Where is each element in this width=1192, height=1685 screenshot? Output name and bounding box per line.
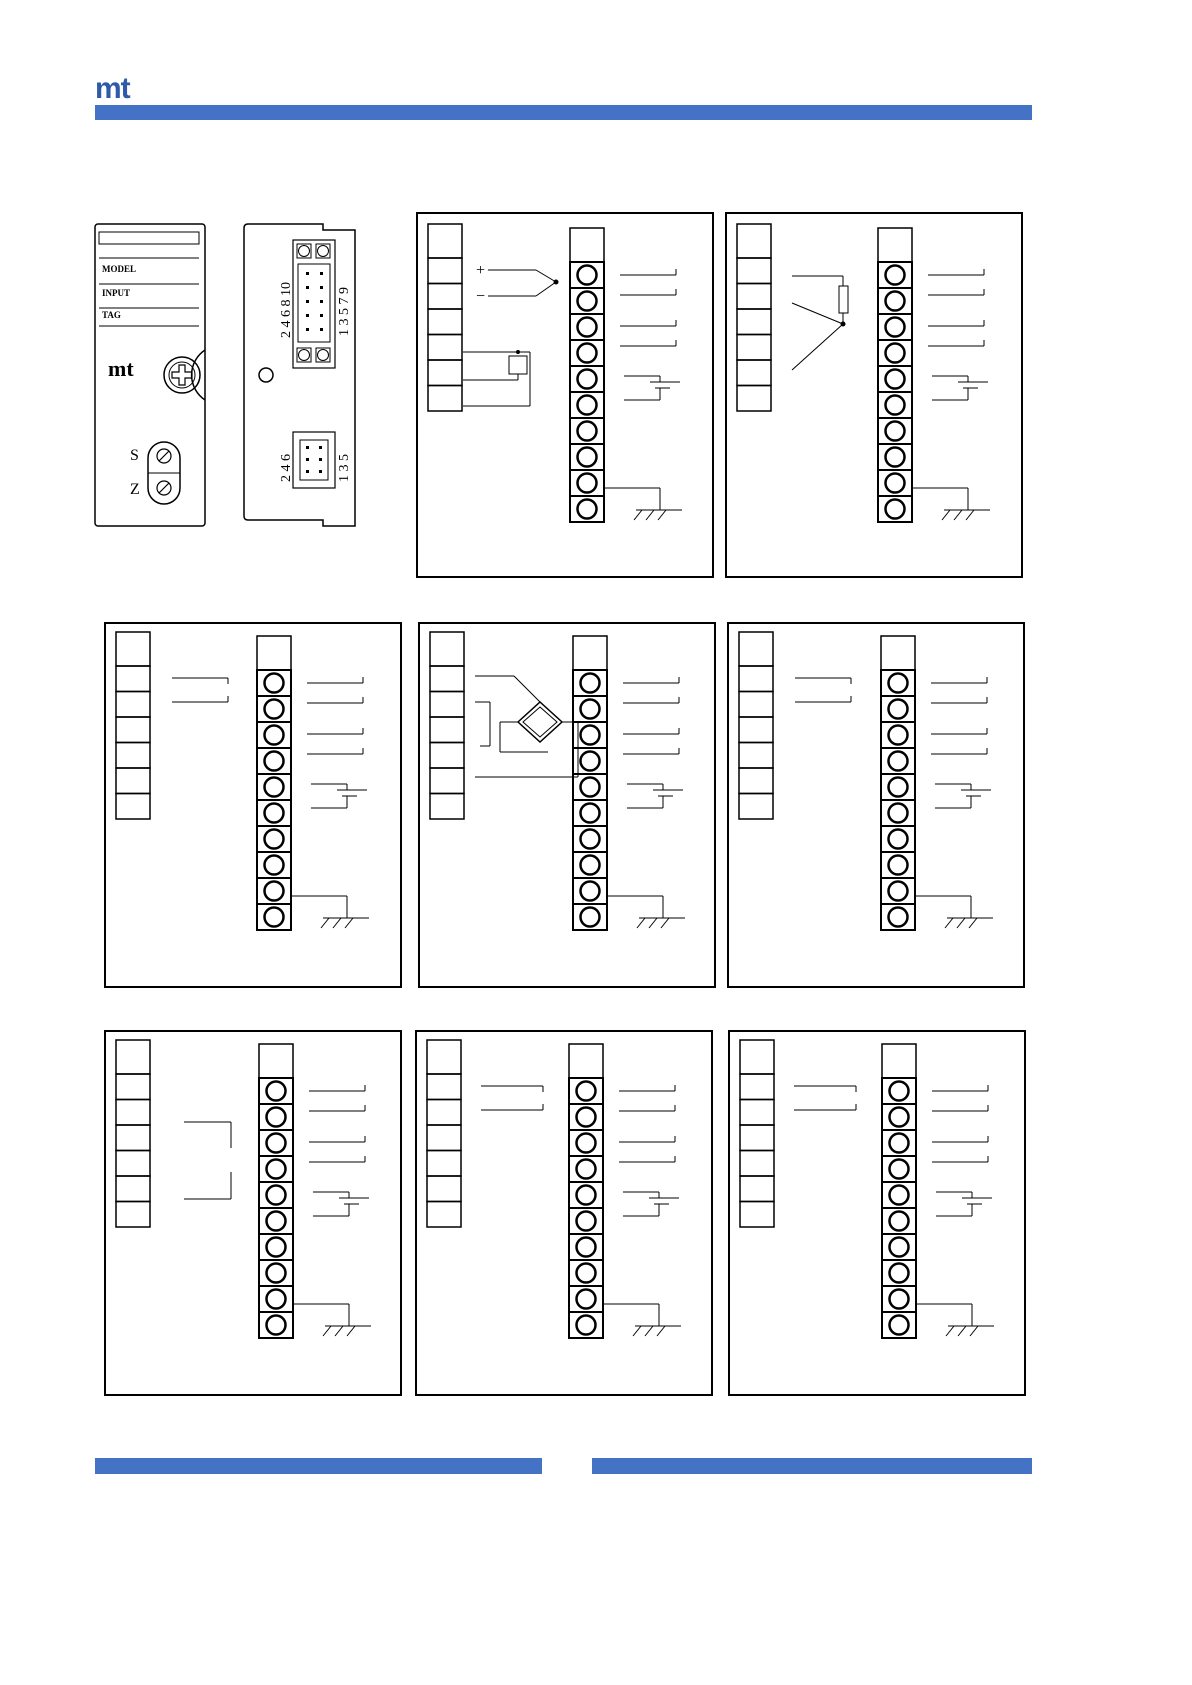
input-terminal-cell — [430, 794, 464, 820]
input-terminal-cell — [116, 692, 150, 718]
screw-terminal-icon — [890, 1186, 909, 1205]
input-terminal-cell — [116, 1202, 150, 1228]
screw-terminal-icon — [267, 1264, 286, 1283]
screw-terminal-icon — [267, 1186, 286, 1205]
screw-terminal-icon — [581, 856, 600, 875]
rear-bottom-odd-pins: 1 3 5 — [337, 454, 352, 482]
screw-terminal-icon — [578, 344, 597, 363]
screw-terminal-icon — [581, 882, 600, 901]
input-terminal-block — [116, 632, 150, 819]
output-terminal-strip — [881, 636, 915, 930]
screw-terminal-icon — [578, 474, 597, 493]
input-terminal-block — [116, 1040, 150, 1227]
screw-terminal-icon — [890, 1082, 909, 1101]
screw-terminal-icon — [265, 830, 284, 849]
screw-terminal-icon — [267, 1160, 286, 1179]
screw-terminal-icon — [265, 778, 284, 797]
rear-top-odd-pins: 1 3 5 7 9 — [337, 287, 352, 336]
input-terminal-block — [739, 632, 773, 819]
output-terminal-strip — [573, 636, 607, 930]
wiring-panel-rtd — [725, 212, 1023, 578]
input-terminal-cell — [737, 360, 771, 386]
screw-terminal-icon — [890, 1264, 909, 1283]
screw-terminal-icon — [577, 1160, 596, 1179]
minus-sign: − — [476, 288, 486, 305]
input-terminal-block — [430, 632, 464, 819]
signal-wiring — [172, 678, 228, 702]
input-terminal-cell — [740, 1202, 774, 1228]
screw-terminal-icon — [267, 1290, 286, 1309]
screw-terminal-icon — [577, 1264, 596, 1283]
contact-wiring — [184, 1122, 231, 1199]
ground-icon — [291, 896, 369, 928]
screw-terminal-icon — [581, 804, 600, 823]
screw-terminal-icon — [267, 1316, 286, 1335]
input-terminal-cell — [427, 1202, 461, 1228]
input-terminal-cell — [428, 360, 462, 386]
front-panel-drawing — [90, 220, 210, 530]
screw-terminal-icon — [890, 1290, 909, 1309]
output-terminal-strip — [569, 1044, 603, 1338]
input-terminal-cell — [737, 386, 771, 412]
input-terminal-cell — [740, 1125, 774, 1151]
screw-terminal-icon — [886, 396, 905, 415]
input-terminal-cell — [116, 1074, 150, 1100]
screw-terminal-icon — [577, 1238, 596, 1257]
knob-s-label: S — [130, 447, 139, 464]
input-terminal-cell — [427, 1100, 461, 1126]
rear-panel-drawing — [238, 220, 360, 530]
input-terminal-cell — [116, 794, 150, 820]
output-terminal-strip — [257, 636, 291, 930]
header-bar — [95, 105, 1032, 120]
screw-terminal-icon — [577, 1316, 596, 1335]
input-terminal-cell — [428, 284, 462, 310]
screw-terminal-icon — [886, 344, 905, 363]
wiring-panel-thermocouple-rtd — [416, 212, 714, 578]
screw-terminal-icon — [267, 1238, 286, 1257]
ground-icon — [293, 1304, 371, 1336]
ground-icon — [912, 488, 990, 520]
screw-terminal-icon — [265, 726, 284, 745]
screw-terminal-icon — [581, 674, 600, 693]
ground-icon — [607, 896, 685, 928]
input-terminal-cell — [740, 1100, 774, 1126]
input-terminal-cell — [427, 1151, 461, 1177]
input-terminal-cell — [430, 743, 464, 769]
input-terminal-block — [737, 224, 771, 411]
signal-wiring — [794, 1086, 856, 1110]
screw-terminal-icon — [890, 1212, 909, 1231]
front-label-input: INPUT — [102, 288, 131, 298]
input-terminal-cell — [116, 768, 150, 794]
input-terminal-cell — [116, 1176, 150, 1202]
screw-terminal-icon — [886, 292, 905, 311]
screw-terminal-icon — [578, 396, 597, 415]
rear-bottom-even-pins: 2 4 6 — [279, 454, 294, 482]
screw-terminal-icon — [889, 778, 908, 797]
wiring-panel-current — [727, 622, 1025, 988]
screw-terminal-icon — [886, 318, 905, 337]
screw-terminal-icon — [886, 370, 905, 389]
plus-sign: + — [476, 262, 486, 279]
screw-terminal-icon — [265, 882, 284, 901]
screw-terminal-icon — [267, 1212, 286, 1231]
input-terminal-cell — [737, 335, 771, 361]
screw-terminal-icon — [889, 752, 908, 771]
input-terminal-cell — [428, 309, 462, 335]
thermocouple-wiring — [463, 262, 559, 406]
screw-terminal-icon — [889, 804, 908, 823]
screw-terminal-icon — [889, 726, 908, 745]
front-label-tag: TAG — [102, 310, 121, 320]
screw-terminal-icon — [886, 474, 905, 493]
input-terminal-cell — [739, 794, 773, 820]
input-terminal-cell — [428, 335, 462, 361]
signal-wiring — [795, 678, 851, 702]
screw-terminal-icon — [889, 908, 908, 927]
input-terminal-cell — [739, 717, 773, 743]
screw-terminal-icon — [890, 1160, 909, 1179]
screw-terminal-icon — [581, 700, 600, 719]
screw-terminal-icon — [265, 752, 284, 771]
signal-wiring — [481, 1086, 543, 1110]
output-terminal-strip — [570, 228, 604, 522]
screw-terminal-icon — [886, 500, 905, 519]
input-terminal-cell — [116, 717, 150, 743]
screw-terminal-icon — [889, 882, 908, 901]
input-terminal-cell — [430, 692, 464, 718]
screw-terminal-icon — [578, 318, 597, 337]
screw-terminal-icon — [267, 1108, 286, 1127]
bridge-wiring — [475, 676, 578, 777]
wiring-panel-signal-b — [728, 1030, 1026, 1396]
screw-terminal-icon — [890, 1108, 909, 1127]
input-terminal-cell — [739, 692, 773, 718]
screw-terminal-icon — [578, 448, 597, 467]
screw-terminal-icon — [890, 1134, 909, 1153]
screw-terminal-icon — [886, 448, 905, 467]
screw-terminal-icon — [889, 700, 908, 719]
input-terminal-cell — [116, 1125, 150, 1151]
screw-terminal-icon — [581, 752, 600, 771]
input-terminal-cell — [737, 284, 771, 310]
wiring-panel-contact — [104, 1030, 402, 1396]
input-terminal-cell — [430, 666, 464, 692]
wiring-panel-bridge — [418, 622, 716, 988]
brand-logo: mt — [95, 72, 130, 105]
screw-terminal-icon — [889, 830, 908, 849]
screw-terminal-icon — [577, 1134, 596, 1153]
screw-terminal-icon — [265, 674, 284, 693]
rtd-wiring — [792, 276, 848, 370]
input-terminal-cell — [427, 1176, 461, 1202]
led-indicator-icon — [259, 368, 273, 382]
screw-terminal-icon — [889, 856, 908, 875]
screw-terminal-icon — [886, 266, 905, 285]
footer-bar-right — [592, 1458, 1032, 1474]
input-terminal-block — [427, 1040, 461, 1227]
input-terminal-cell — [737, 258, 771, 284]
screw-terminal-icon — [581, 778, 600, 797]
front-label-model: MODEL — [102, 264, 137, 274]
screw-terminal-icon — [886, 422, 905, 441]
screw-terminal-icon — [578, 422, 597, 441]
output-terminal-strip — [259, 1044, 293, 1338]
screw-terminal-icon — [890, 1316, 909, 1335]
screw-terminal-icon — [265, 856, 284, 875]
screw-terminal-icon — [265, 908, 284, 927]
input-terminal-cell — [427, 1125, 461, 1151]
input-terminal-cell — [739, 768, 773, 794]
screw-terminal-icon — [577, 1082, 596, 1101]
output-terminal-strip — [878, 228, 912, 522]
input-terminal-cell — [737, 309, 771, 335]
ground-icon — [915, 896, 993, 928]
rear-top-even-pins: 2 4 6 8 10 — [279, 282, 294, 338]
screw-terminal-icon — [578, 292, 597, 311]
input-terminal-block — [740, 1040, 774, 1227]
screw-terminal-icon — [577, 1212, 596, 1231]
input-terminal-cell — [740, 1151, 774, 1177]
screw-terminal-icon — [578, 500, 597, 519]
screw-terminal-icon — [889, 674, 908, 693]
screw-terminal-icon — [577, 1108, 596, 1127]
input-terminal-cell — [428, 258, 462, 284]
input-terminal-cell — [428, 386, 462, 412]
front-panel-logo: mt — [108, 356, 134, 381]
screw-terminal-icon — [267, 1134, 286, 1153]
screw-terminal-icon — [577, 1186, 596, 1205]
footer-bar-left — [95, 1458, 542, 1474]
screw-terminal-icon — [577, 1290, 596, 1309]
knob-z-label: Z — [130, 481, 140, 498]
screw-terminal-icon — [581, 830, 600, 849]
input-terminal-cell — [116, 666, 150, 692]
input-terminal-cell — [739, 666, 773, 692]
screw-terminal-icon — [890, 1238, 909, 1257]
ground-icon — [604, 488, 682, 520]
input-terminal-cell — [430, 717, 464, 743]
screw-terminal-icon — [265, 700, 284, 719]
input-terminal-cell — [116, 743, 150, 769]
input-terminal-cell — [739, 743, 773, 769]
input-terminal-cell — [427, 1074, 461, 1100]
input-terminal-cell — [430, 768, 464, 794]
screw-terminal-icon — [581, 908, 600, 927]
screw-terminal-icon — [267, 1082, 286, 1101]
ground-icon — [916, 1304, 994, 1336]
ground-icon — [603, 1304, 681, 1336]
screw-terminal-icon — [578, 266, 597, 285]
screw-terminal-icon — [581, 726, 600, 745]
wiring-panel-voltage — [104, 622, 402, 988]
screw-terminal-icon — [265, 804, 284, 823]
screw-terminal-icon — [578, 370, 597, 389]
input-terminal-block — [428, 224, 462, 411]
input-terminal-cell — [740, 1176, 774, 1202]
wiring-panel-signal-a — [415, 1030, 713, 1396]
input-terminal-cell — [116, 1100, 150, 1126]
output-terminal-strip — [882, 1044, 916, 1338]
input-terminal-cell — [116, 1151, 150, 1177]
input-terminal-cell — [740, 1074, 774, 1100]
